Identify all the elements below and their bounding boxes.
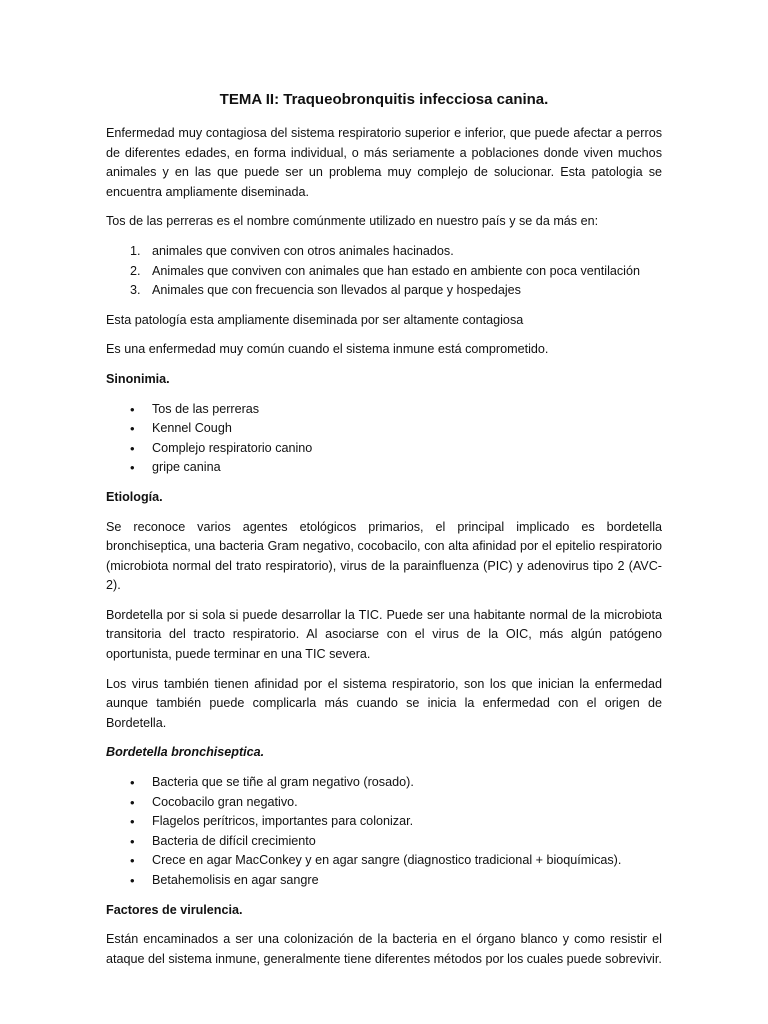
heading-bordetella: Bordetella bronchiseptica. — [106, 745, 265, 760]
paragraph-bordetella-tic: Bordetella por si sola si puede desarrollar la TIC. Puede ser una habitante normal de la microbiota transitoria del tracto respiratorio. Al asociarse con el virus de la OIC, más algún patógeno oportunista, puede terminar en una TIC severa. — [106, 607, 662, 662]
list-item-text: Cocobacilo gran negativo. — [152, 794, 298, 809]
paragraph-virus: Los virus también tienen afinidad por el sistema respiratorio, son los que inician la enfermedad aunque también puede complicarla más cuando se inicia la enfermedad con el origen de Bordetella. — [106, 676, 662, 730]
bullet-icon: • — [130, 421, 135, 437]
list-item-text: animales que conviven con otros animales hacinados. — [152, 243, 454, 258]
list-item — [106, 439, 662, 459]
paragraph-agentes: Se reconoce varios agentes etológicos primarios, el principal implicado es bordetella bronchiseptica, una bacteria Gram negativo, cocobacilo, con alta afinidad por el epitelio respiratorio (microbiota normal del trato respiratorio), virus de la parainfluenza (PIC) y adenovirus tipo 2 (AVC-2). — [106, 519, 662, 593]
list-item-text: Kennel Cough — [152, 421, 232, 436]
list-item — [106, 773, 662, 793]
paragraph-inmune: Es una enfermedad muy común cuando el sistema inmune está comprometido. — [106, 342, 549, 357]
paragraph-intro: Enfermedad muy contagiosa del sistema respiratorio superior e inferior, que puede afectar a perros de diferentes edades, en forma individual, o más seriamente a poblaciones donde viven muchos animales y en las que puede ser un problema muy complejo de solucionar. Esta patologia se encuentra ampliamente diseminada. — [106, 126, 662, 199]
document-page — [106, 90, 662, 979]
list-item-text: Flagelos perítricos, importantes para colonizar. — [152, 814, 414, 829]
list-item — [106, 793, 662, 813]
paragraph-tos-perreras: Tos de las perreras es el nombre comúnmente utilizado en nuestro país y se da más en: — [106, 214, 599, 229]
list-item — [106, 812, 662, 832]
heading-sinonimia: Sinonimia. — [106, 371, 170, 386]
list-number: 3. — [130, 283, 141, 298]
bullet-icon: • — [130, 814, 135, 830]
list-item — [106, 832, 662, 852]
bullet-icon: • — [130, 833, 135, 849]
list-item-text: Bacteria que se tiñe al gram negativo (rosado). — [152, 775, 414, 790]
list-item — [106, 242, 662, 262]
list-item — [106, 262, 662, 282]
list-item-text: Animales que conviven con animales que han estado en ambiente con poca ventilación — [152, 263, 640, 278]
list-item-text: Complejo respiratorio canino — [152, 440, 313, 455]
list-item — [106, 458, 662, 478]
bullet-icon: • — [130, 873, 135, 888]
heading-factores: Factores de virulencia. — [106, 902, 243, 917]
bullet-icon: • — [130, 440, 135, 456]
bullet-icon: • — [130, 853, 135, 869]
list-item-text: Animales que con frecuencia son llevados al parque y hospedajes — [152, 283, 521, 298]
list-item-text: Bacteria de difícil crecimiento — [152, 833, 316, 848]
list-item-text: Crece en agar MacConkey y en agar sangre (diagnostico tradicional + bioquímicas). — [152, 853, 622, 868]
list-item — [106, 419, 662, 439]
list-item-text: gripe canina — [152, 460, 221, 475]
bullet-icon: • — [130, 775, 135, 791]
document-title: TEMA II: Traqueobronquitis infecciosa canina. — [219, 91, 549, 108]
paragraph-factores: Están encaminados a ser una colonización de la bacteria en el órgano blanco y como resistir el ataque del sistema inmune, generalmente tiene diferentes métodos por los cuales puede sobrevivir. — [106, 932, 662, 966]
bullet-icon: • — [130, 460, 135, 476]
heading-etiologia: Etiología. — [106, 489, 163, 504]
bullet-icon: • — [130, 794, 135, 810]
list-number: 2. — [130, 263, 141, 278]
list-item — [106, 281, 662, 301]
list-item-text: Tos de las perreras — [152, 401, 260, 416]
list-item — [106, 871, 662, 891]
bordetella-list — [106, 773, 662, 891]
bullet-icon: • — [130, 401, 135, 417]
list-item-text: Betahemolisis en agar sangre — [152, 873, 319, 887]
list-item — [106, 851, 662, 871]
numbered-list — [106, 242, 662, 301]
sinonimia-list — [106, 400, 662, 478]
paragraph-diseminada: Esta patología esta ampliamente diseminada por ser altamente contagiosa — [106, 312, 524, 327]
list-number: 1. — [130, 243, 141, 258]
list-item — [106, 400, 662, 420]
